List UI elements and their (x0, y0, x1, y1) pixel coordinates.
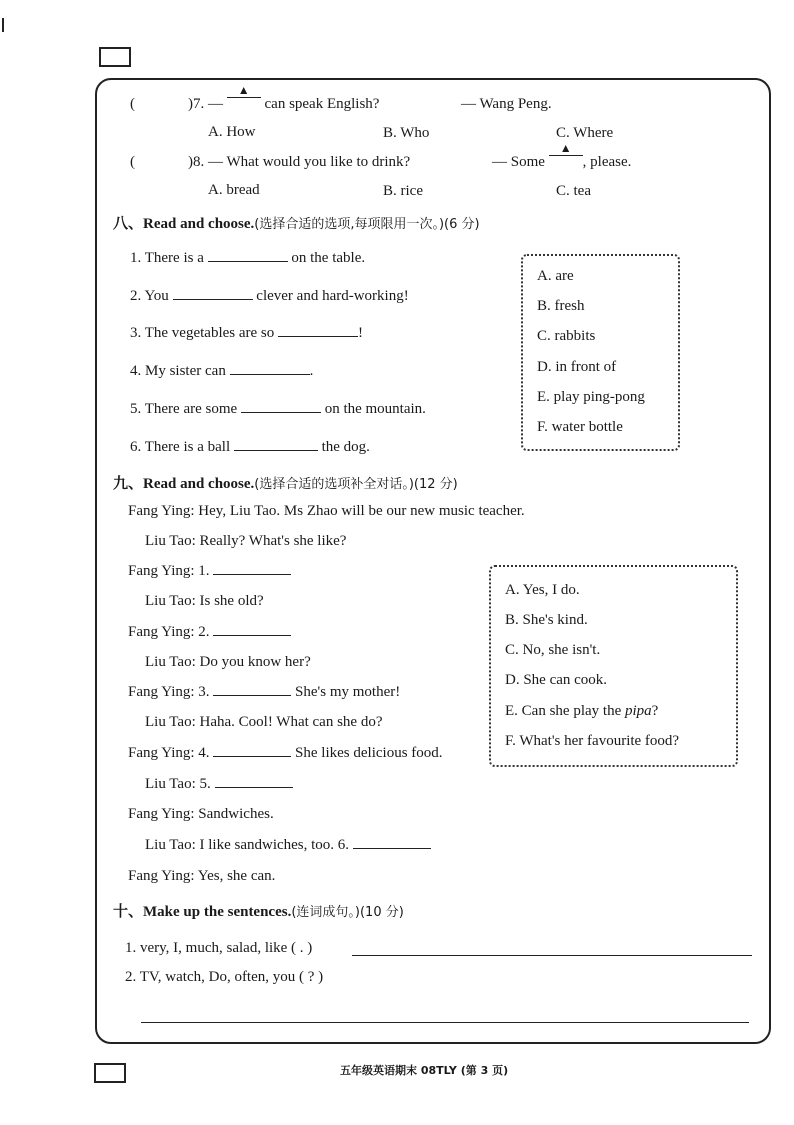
q8-option-c[interactable]: C. tea (556, 183, 591, 199)
s10-answer-line-2[interactable] (141, 1021, 749, 1023)
s8-item-6: 6. There is a ball the dog. (130, 439, 370, 455)
section8-options-box (521, 254, 680, 451)
s8-item-2: 2. You clever and hard-working! (130, 288, 409, 304)
dialogue-line-11: Fang Ying: Sandwiches. (128, 806, 274, 822)
q8-response: — Some ▲, please. (492, 141, 632, 170)
s8-item-5: 5. There are some on the mountain. (130, 401, 426, 417)
edge-mark (2, 18, 4, 32)
s10-item-2: 2. TV, watch, Do, often, you ( ? ) (125, 969, 324, 985)
q8-option-a[interactable]: A. bread (208, 182, 260, 198)
dialogue-line-10: Liu Tao: 5. (145, 776, 293, 793)
q7-stem: )7. — ▲ can speak English? (188, 83, 380, 112)
q8-answer-paren: ( (130, 154, 135, 170)
q7-option-a[interactable]: A. How (208, 124, 256, 140)
s8-blank-6[interactable] (234, 449, 318, 451)
dialogue-line-5: Fang Ying: 2. (128, 624, 291, 641)
s8-item-1: 1. There is a on the table. (130, 250, 366, 266)
dialogue-blank-3[interactable] (213, 694, 291, 696)
q7-blank[interactable] (227, 83, 261, 98)
q8-blank[interactable] (549, 141, 583, 156)
dialogue-blank-6[interactable] (353, 847, 431, 849)
q7-response: — Wang Peng. (461, 96, 552, 112)
s8-blank-5[interactable] (241, 411, 321, 413)
score-box-bottom (94, 1063, 126, 1083)
section9-heading: 九、Read and choose.(选择合适的选项补全对话。)(12 分) (113, 474, 458, 492)
dialogue-line-6: Liu Tao: Do you know her? (145, 654, 311, 670)
s10-item-1: 1. very, I, much, salad, like ( . ) (125, 940, 313, 956)
dialogue-line-2: Liu Tao: Really? What's she like? (145, 533, 347, 549)
triangle-marker: ▲ (237, 83, 250, 97)
s9-option-a: A. Yes, I do. (505, 582, 580, 598)
q7-option-b[interactable]: B. Who (383, 125, 430, 141)
s10-answer-line-1[interactable] (352, 954, 752, 956)
triangle-marker: ▲ (559, 141, 572, 155)
s8-blank-1[interactable] (208, 260, 288, 262)
s8-option-e: E. play ping-pong (537, 389, 645, 405)
s8-item-4: 4. My sister can . (130, 363, 314, 379)
s8-blank-4[interactable] (230, 373, 310, 375)
dialogue-blank-2[interactable] (213, 634, 291, 636)
s8-option-f: F. water bottle (537, 419, 623, 435)
page-footer: 五年级英语期末 08TLY (第 3 页) (340, 1064, 509, 1077)
s8-option-b: B. fresh (537, 298, 585, 314)
section8-heading: 八、Read and choose.(选择合适的选项,每项限用一次。)(6 分) (113, 214, 480, 232)
dialogue-line-7: Fang Ying: 3. She's my mother! (128, 684, 401, 700)
dialogue-line-12: Liu Tao: I like sandwiches, too. 6. (145, 837, 431, 854)
q7-answer-paren: ( (130, 96, 135, 112)
s8-item-3: 3. The vegetables are so ! (130, 325, 364, 341)
dialogue-line-8: Liu Tao: Haha. Cool! What can she do? (145, 714, 383, 730)
s8-blank-2[interactable] (173, 298, 253, 300)
q7-option-c[interactable]: C. Where (556, 125, 614, 141)
dialogue-line-4: Liu Tao: Is she old? (145, 593, 264, 609)
s9-option-b: B. She's kind. (505, 612, 588, 628)
dialogue-blank-5[interactable] (215, 786, 293, 788)
q8-stem: )8. — What would you like to drink? (188, 154, 411, 170)
s8-blank-3[interactable] (278, 335, 358, 337)
section9-options-box (489, 565, 738, 767)
dialogue-line-1: Fang Ying: Hey, Liu Tao. Ms Zhao will be our new music teacher. (128, 503, 525, 519)
s9-option-c: C. No, she isn't. (505, 642, 601, 658)
s8-option-d: D. in front of (537, 359, 617, 375)
dialogue-line-13: Fang Ying: Yes, she can. (128, 868, 276, 884)
dialogue-blank-4[interactable] (213, 755, 291, 757)
s8-option-c: C. rabbits (537, 328, 596, 344)
s9-option-e: E. Can she play the pipa? (505, 703, 659, 719)
s9-option-d: D. She can cook. (505, 672, 608, 688)
s8-option-a: A. are (537, 268, 574, 284)
section10-heading: 十、Make up the sentences.(连词成句。)(10 分) (113, 902, 404, 920)
s9-option-f: F. What's her favourite food? (505, 733, 680, 749)
dialogue-blank-1[interactable] (213, 573, 291, 575)
dialogue-line-9: Fang Ying: 4. She likes delicious food. (128, 745, 443, 761)
score-box-top (99, 47, 131, 67)
q8-option-b[interactable]: B. rice (383, 183, 423, 199)
dialogue-line-3: Fang Ying: 1. (128, 563, 291, 580)
